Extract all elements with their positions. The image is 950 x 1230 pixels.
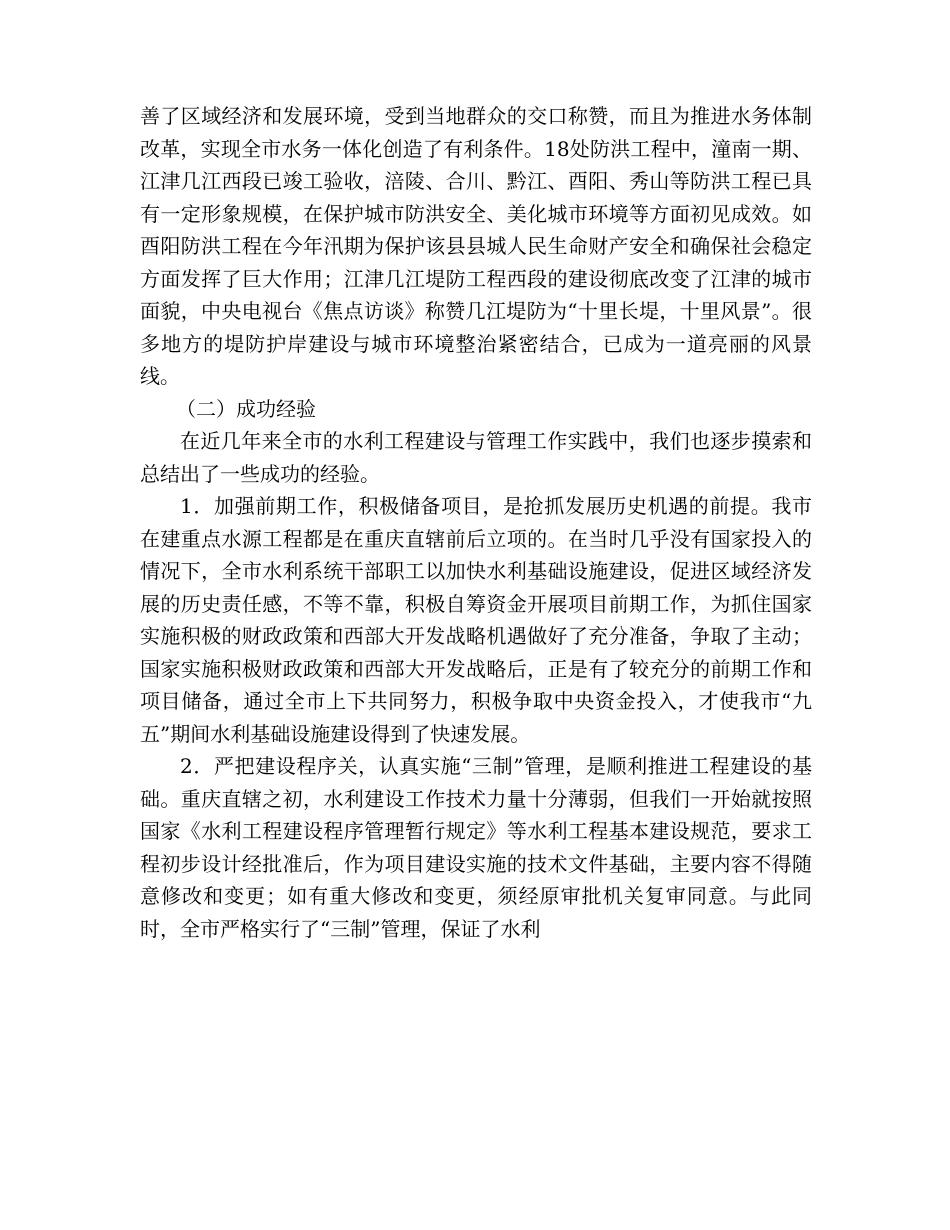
paragraph-intro: 在近几年来全市的水利工程建设与管理工作实践中，我们也逐步摸索和总结出了一些成功的经验。 [140,429,812,486]
section-heading: （二）成功经验 [176,396,316,421]
paragraph-point-2: 2．严把建设程序关，认真实施“三制”管理，是顺利推进工程建设的基础。重庆直辖之初，水利建设工作技术力量十分薄弱，但我们一开始就按照国家《水利工程建设程序管理暂行规定》等水利工程基本建设规范，要求工程初步设计经批准后，作为项目建设实施的技术文件基础，主要内容不得随意修改和变更；如有重大修改和变更，须经原审批机关复审同意。与此同时，全市严格实行了“三制”管理，保证了水利 [140,754,812,941]
paragraph-point-1: 1．加强前期工作，积极储备项目，是抢抓发展历史机遇的前提。我市在建重点水源工程都是在重庆直辖前后立项的。在当时几乎没有国家投入的情况下，全市水利系统干部职工以加快水利基础设施建设，促进区域经济发展的历史责任感，不等不靠，积极自筹资金开展项目前期工作，为抓住国家实施积极的财政政策和西部大开发战略机遇做好了充分准备，争取了主动；国家实施积极财政政策和西部大开发战略后，正是有了较充分的前期工作和项目储备，通过全市上下共同努力，积极争取中央资金投入，才使我市“九五”期间水利基础设施建设得到了快速发展。 [140,494,812,746]
document-page [140,100,812,945]
paragraph-continuation: 善了区域经济和发展环境，受到当地群众的交口称赞，而且为推进水务体制改革，实现全市水务一体化创造了有利条件。18处防洪工程中，潼南一期、江津几江西段已竣工验收，涪陵、合川、黔江、酉阳、秀山等防洪工程已具有一定形象规模，在保护城市防洪安全、美化城市环境等方面初见成效。如酉阳防洪工程在今年汛期为保护该县县城人民生命财产安全和确保社会稳定方面发挥了巨大作用；江津几江堤防工程西段的建设彻底改变了江津的城市面貌，中央电视台《焦点访谈》称赞几江堤防为“十里长堤，十里风景”。很多地方的堤防护岸建设与城市环境整治紧密结合，已成为一道亮丽的风景线。 [140,104,812,388]
